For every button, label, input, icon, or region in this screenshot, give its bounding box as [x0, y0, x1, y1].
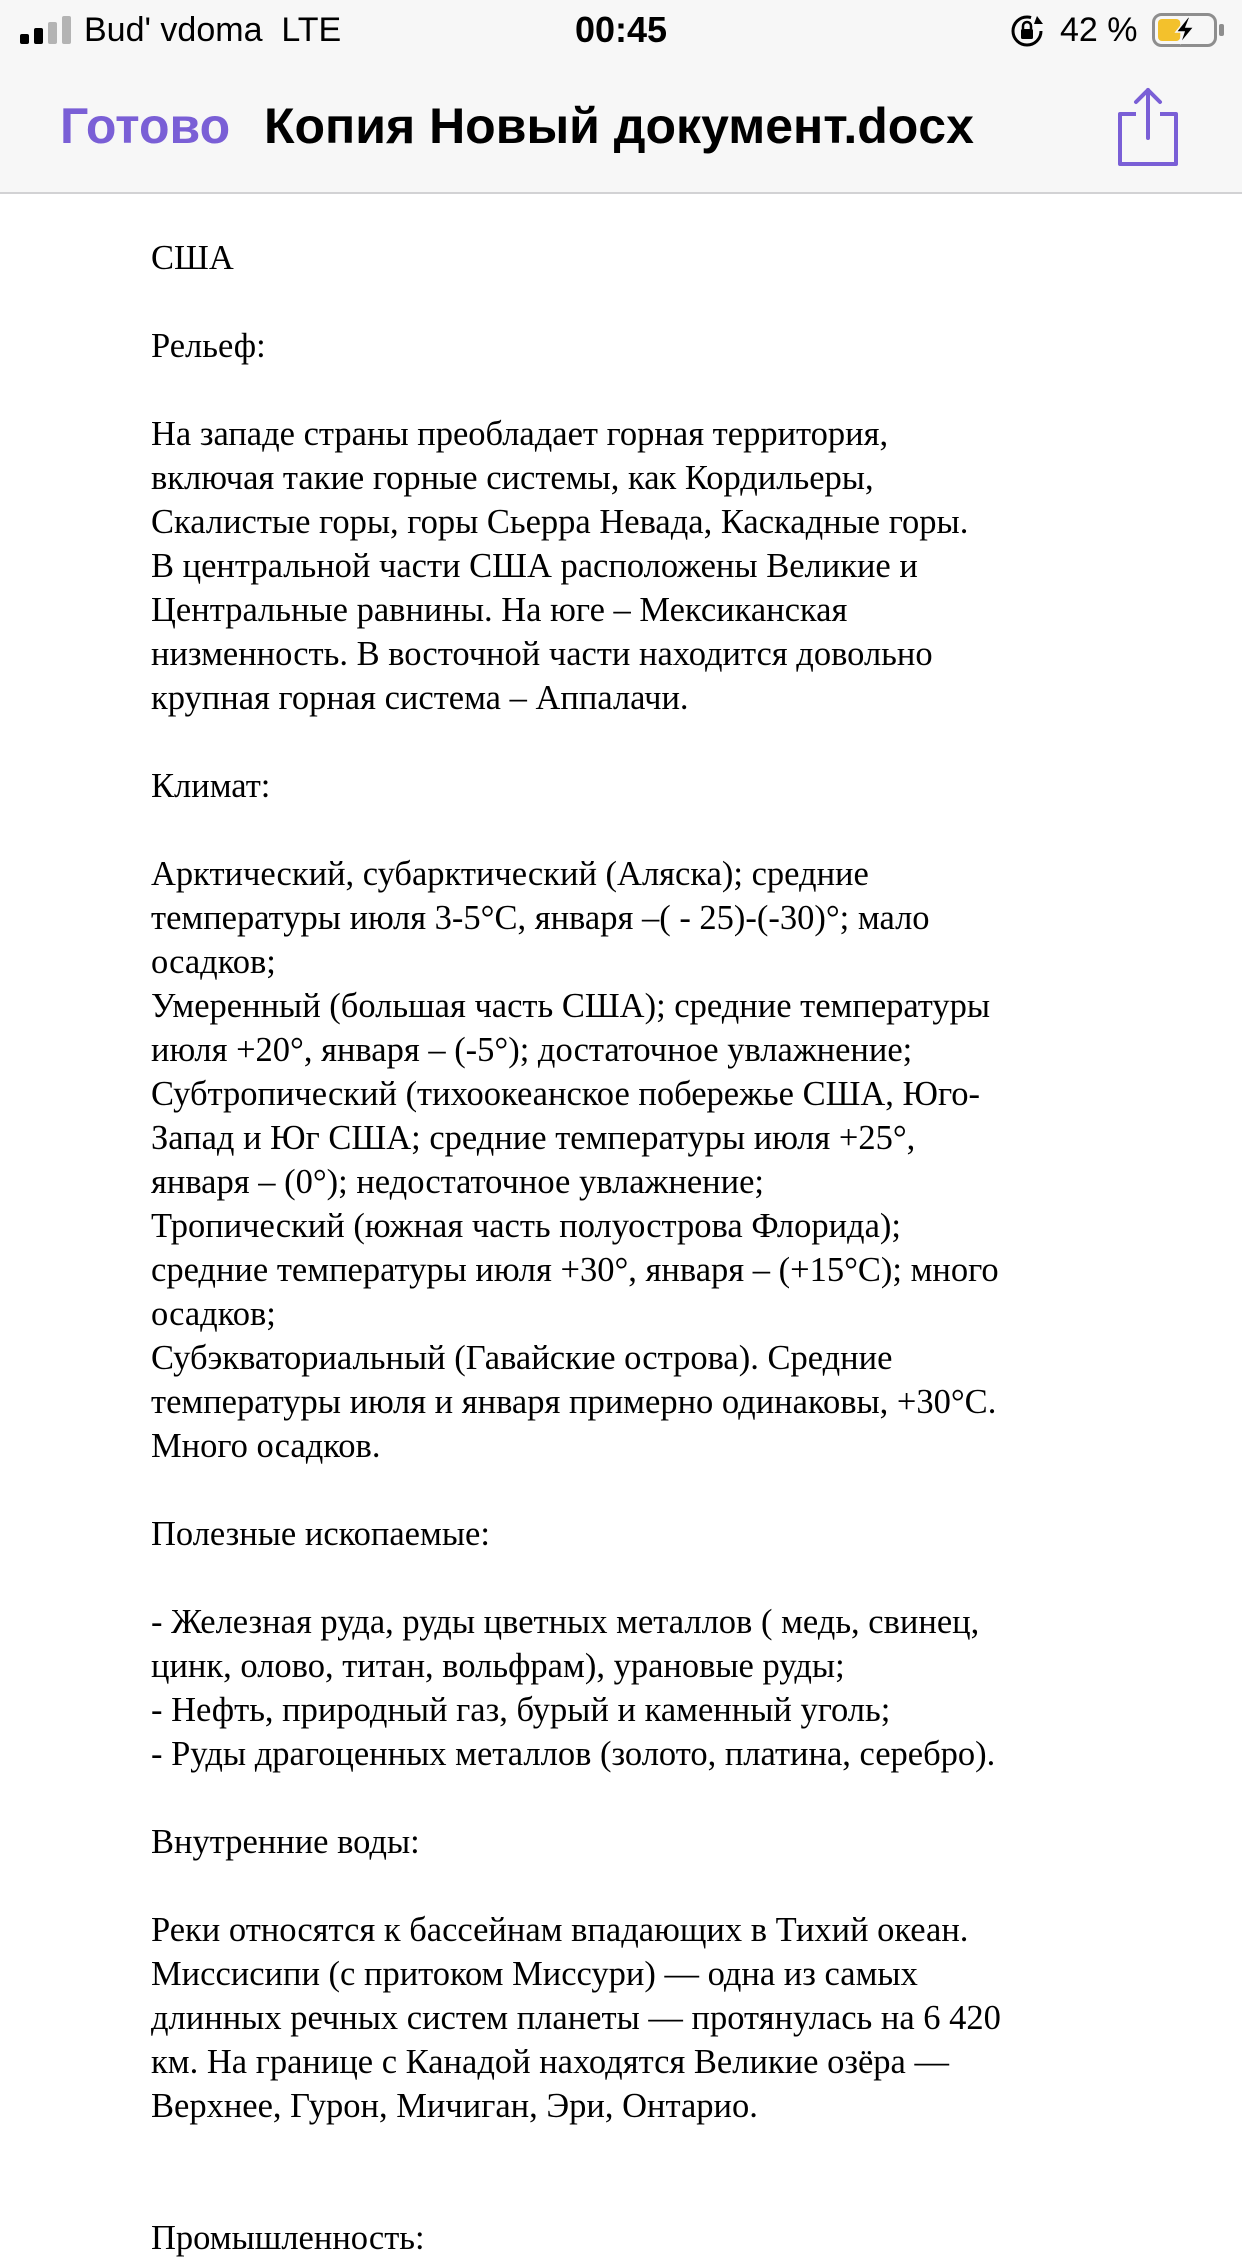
document-line: Внутренние воды: [151, 1823, 420, 1861]
rotation-lock-icon [1010, 14, 1044, 48]
status-bar [0, 0, 1242, 64]
document-body [151, 192, 1111, 2260]
blank-line [151, 808, 1111, 852]
carrier-name: Bud' vdoma [84, 11, 263, 49]
document-line: температуры июля 3-5°С, января –( - 25)-(-30)°; мало [151, 899, 930, 937]
document-line: - Нефть, природный газ, бурый и каменный уголь; [151, 1691, 891, 1729]
blank-line [151, 2172, 1111, 2216]
document-line: Климат: [151, 767, 271, 805]
blank-line [151, 368, 1111, 412]
document-line: км. На границе с Канадой находятся Великие озёра — [151, 2043, 949, 2081]
document-line: осадков; [151, 943, 276, 981]
document-line: осадков; [151, 1295, 276, 1333]
share-icon[interactable] [1112, 84, 1184, 168]
document-title: Копия Новый документ.docx [264, 98, 974, 154]
document-line: Тропический (южная часть полуострова Флорида); [151, 1207, 901, 1245]
document-line: Субтропический (тихоокеанское побережье США, Юго- [151, 1075, 981, 1113]
battery-charging-icon [1152, 13, 1226, 47]
document-line: температуры июля и января примерно одинаковы, +30°С. [151, 1383, 997, 1421]
document-line: Центральные равнины. На юге – Мексиканская [151, 591, 848, 629]
blank-line [151, 1468, 1111, 1512]
document-line: США [151, 239, 234, 277]
blank-line [151, 1864, 1111, 1908]
document-line: длинных речных систем планеты — протянулась на 6 420 [151, 1999, 1001, 2037]
navigation-bar [0, 64, 1242, 194]
document-line: Скалистые горы, горы Сьерра Невада, Каскадные горы. [151, 503, 969, 541]
document-line: На западе страны преобладает горная территория, [151, 415, 889, 453]
document-line: июля +20°, января – (-5°); достаточное увлажнение; [151, 1031, 913, 1069]
done-button[interactable]: Готово [60, 98, 231, 154]
blank-line [151, 720, 1111, 764]
document-line: Запад и Юг США; средние температуры июля +25°, [151, 1119, 916, 1157]
document-line: крупная горная система – Аппалачи. [151, 679, 689, 717]
document-line: низменность. В восточной части находится довольно [151, 635, 933, 673]
blank-line [151, 2128, 1111, 2172]
blank-line [151, 1556, 1111, 1600]
top-spacing [151, 192, 1111, 236]
document-line: Верхнее, Гурон, Мичиган, Эри, Онтарио. [151, 2087, 758, 2125]
document-line: Рельеф: [151, 327, 266, 365]
document-line: В центральной части США расположены Великие и [151, 547, 918, 585]
document-line: января – (0°); недостаточное увлажнение; [151, 1163, 764, 1201]
document-line: Полезные ископаемые: [151, 1515, 490, 1553]
document-line: - Руды драгоценных металлов (золото, платина, серебро). [151, 1735, 996, 1773]
document-line: Промышленность: [151, 2219, 425, 2257]
document-line: средние температуры июля +30°, января – (+15°С); много [151, 1251, 999, 1289]
document-line: Миссисипи (с притоком Миссури) — одна из самых [151, 1955, 918, 1993]
document-line: Много осадков. [151, 1427, 381, 1465]
network-type: LTE [281, 11, 342, 49]
blank-line [151, 1776, 1111, 1820]
document-line: Реки относятся к бассейнам впадающих в Тихий океан. [151, 1911, 969, 1949]
document-line: цинк, олово, титан, вольфрам), урановые руды; [151, 1647, 845, 1685]
battery-percent: 42 % [1060, 11, 1138, 49]
document-line: Арктический, субарктический (Аляска); средние [151, 855, 869, 893]
blank-line [151, 280, 1111, 324]
document-line: Субэкваториальный (Гавайские острова). Средние [151, 1339, 893, 1377]
clock: 00:45 [574, 9, 668, 50]
document-line: включая такие горные системы, как Кордильеры, [151, 459, 874, 497]
document-line: - Железная руда, руды цветных металлов ( медь, свинец, [151, 1603, 980, 1641]
document-line: Умеренный (большая часть США); средние температуры [151, 987, 991, 1025]
